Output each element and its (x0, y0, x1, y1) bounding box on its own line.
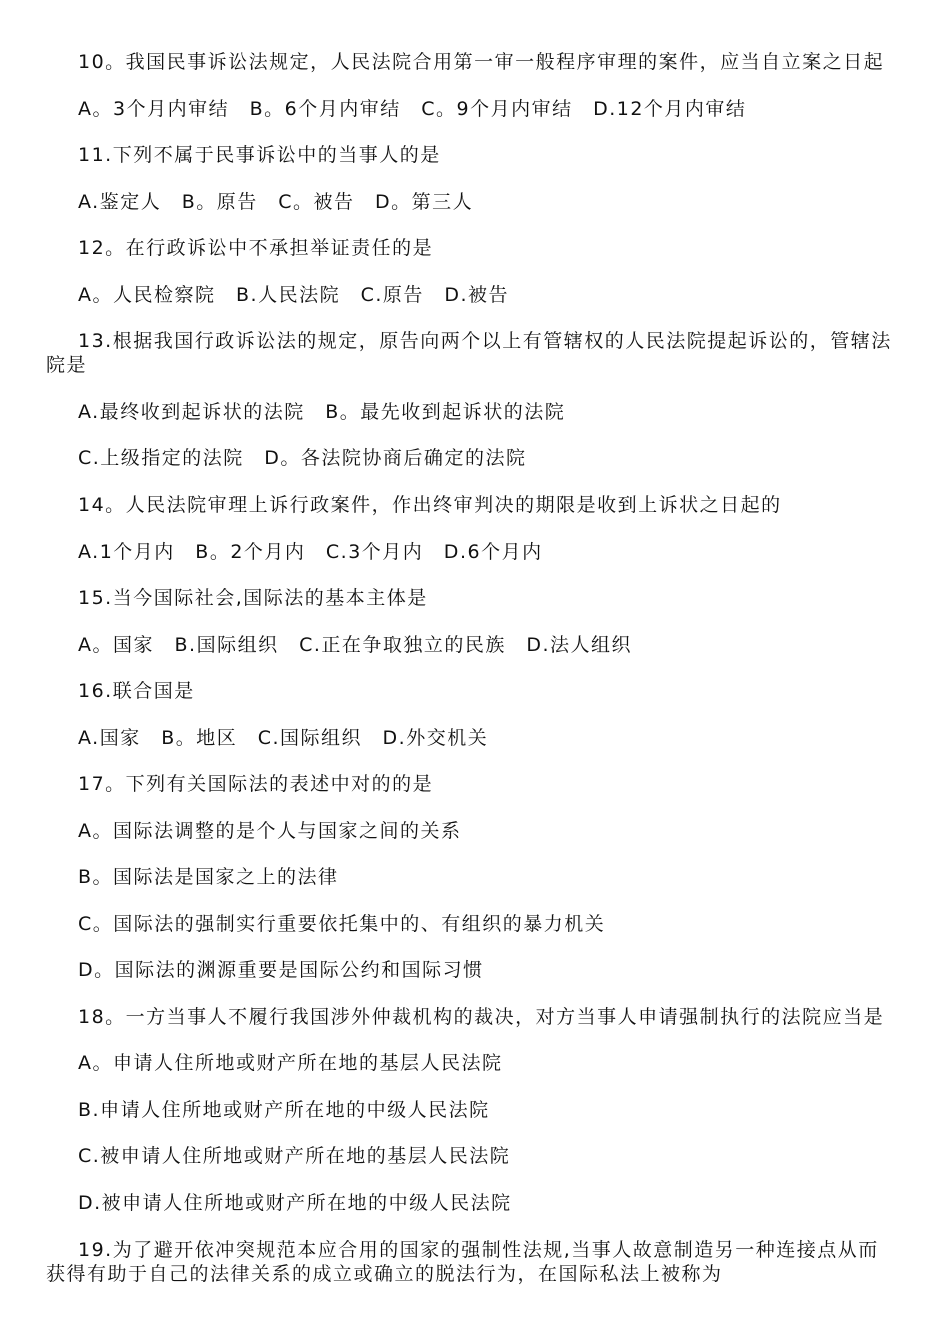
question-11-text: 11.下列不属于民事诉讼中的当事人的是 (78, 144, 441, 166)
question-18-option-b: B.申请人住所地或财产所在地的中级人民法院 (78, 1099, 490, 1121)
question-19-text: 19.为了避开依冲突规范本应合用的国家的强制性法规,当事人故意制造另一种连接点从而 (78, 1239, 879, 1261)
question-13-options-ab: A.最终收到起诉状的法院 B。最先收到起诉状的法院 (78, 401, 566, 423)
question-18-text: 18。一方当事人不履行我国涉外仲裁机构的裁决，对方当事人申请强制执行的法院应当是 (78, 1006, 885, 1028)
question-14-options: A.1个月内 B。2个月内 C.3个月内 D.6个月内 (78, 541, 543, 563)
question-16-options: A.国家 B。地区 C.国际组织 D.外交机关 (78, 727, 489, 749)
question-17-option-a: A。国际法调整的是个人与国家之间的关系 (78, 820, 462, 842)
question-18-option-a: A。申请人住所地或财产所在地的基层人民法院 (78, 1052, 503, 1074)
question-16-text: 16.联合国是 (78, 680, 195, 702)
question-17-option-c: C。国际法的强制实行重要依托集中的、有组织的暴力机关 (78, 913, 606, 935)
question-12-options: A。人民检察院 B.人民法院 C.原告 D.被告 (78, 284, 510, 306)
question-17-text: 17。下列有关国际法的表述中对的的是 (78, 773, 434, 795)
question-13-options-cd: C.上级指定的法院 D。各法院协商后确定的法院 (78, 447, 527, 469)
question-17-option-d: D。国际法的渊源重要是国际公约和国际习惯 (78, 959, 484, 981)
question-15-options: A。国家 B.国际组织 C.正在争取独立的民族 D.法人组织 (78, 634, 633, 656)
question-10-text: 10。我国民事诉讼法规定，人民法院合用第一审一般程序审理的案件，应当自立案之日起 (78, 51, 885, 73)
question-13-text-continued: 院是 (46, 354, 88, 376)
question-12-text: 12。在行政诉讼中不承担举证责任的是 (78, 237, 434, 259)
question-15-text: 15.当今国际社会,国际法的基本主体是 (78, 587, 428, 609)
question-14-text: 14。人民法院审理上诉行政案件，作出终审判决的期限是收到上诉状之日起的 (78, 494, 782, 516)
question-13-text: 13.根据我国行政诉讼法的规定，原告向两个以上有管辖权的人民法院提起诉讼的，管辖法 (78, 330, 892, 352)
question-19-text-continued: 获得有助于自己的法律关系的成立或确立的脱法行为，在国际私法上被称为 (46, 1263, 723, 1285)
question-17-option-b: B。国际法是国家之上的法律 (78, 866, 339, 888)
question-10-options: A。3个月内审结 B。6个月内审结 C。9个月内审结 D.12个月内审结 (78, 98, 747, 120)
question-11-options: A.鉴定人 B。原告 C。被告 D。第三人 (78, 191, 474, 213)
question-18-option-c: C.被申请人住所地或财产所在地的基层人民法院 (78, 1145, 511, 1167)
question-18-option-d: D.被申请人住所地或财产所在地的中级人民法院 (78, 1192, 512, 1214)
